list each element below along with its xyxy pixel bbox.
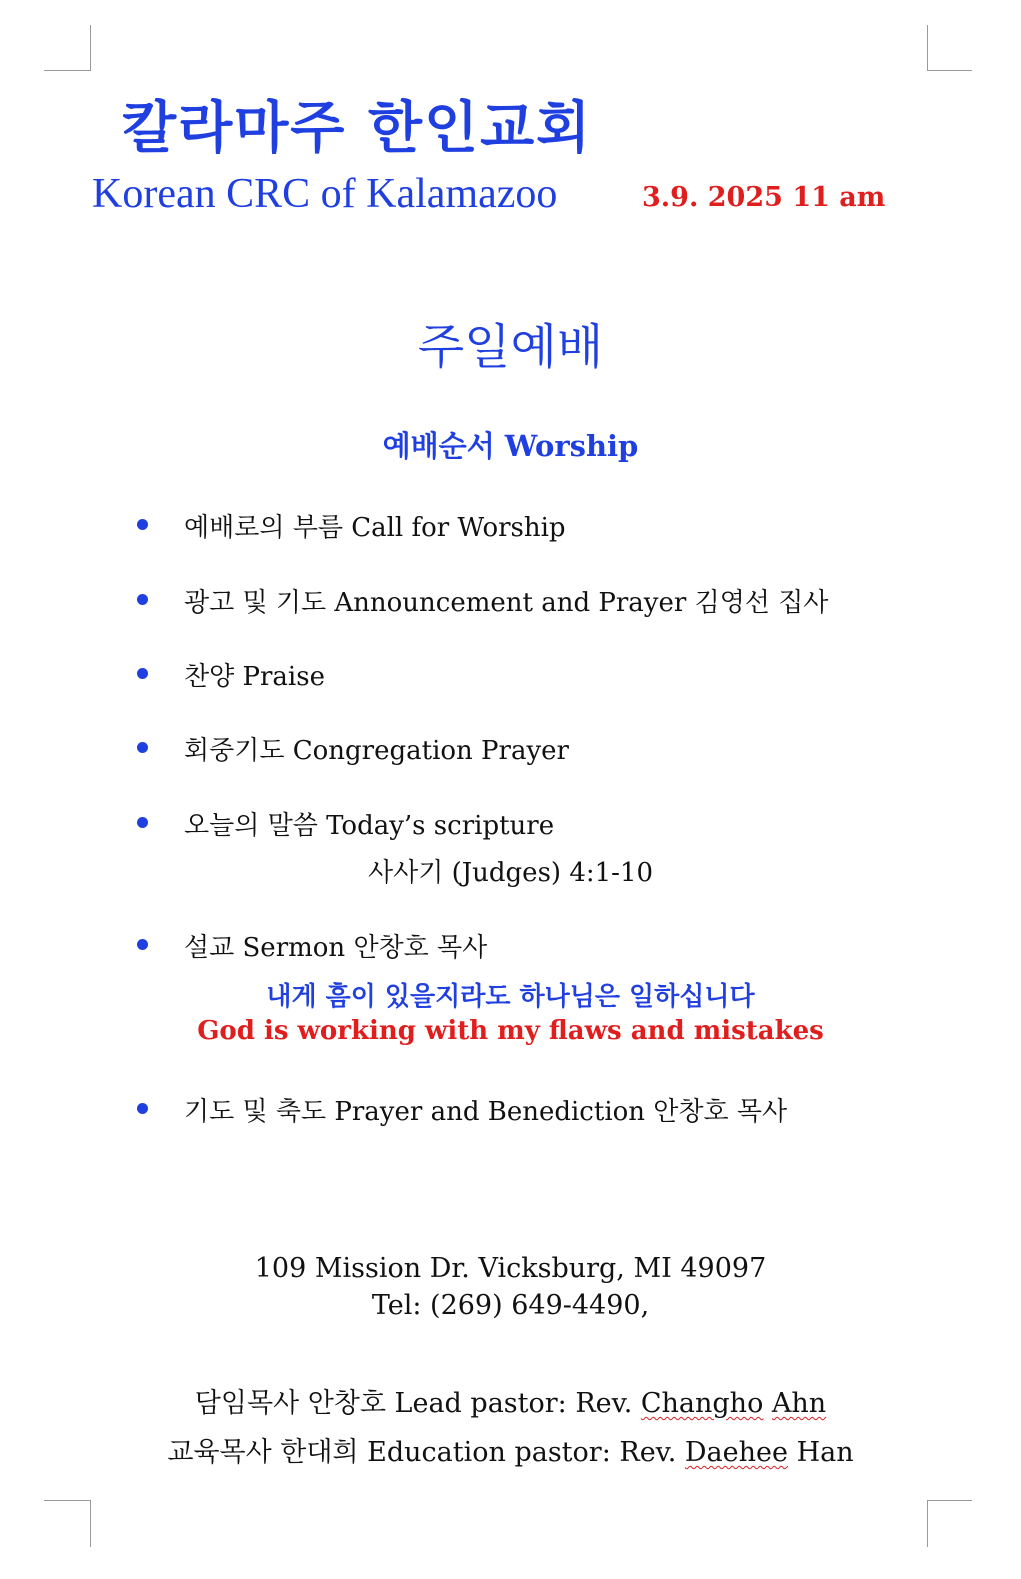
church-name-korean: 칼라마주 한인교회 bbox=[122, 96, 593, 161]
lead-pastor-first-name: Changho bbox=[640, 1388, 764, 1419]
list-item-sermon: 설교 Sermon 안창호 목사 bbox=[184, 933, 488, 963]
bullet-icon bbox=[137, 817, 148, 828]
church-phone: Tel: (269) 649-4490, bbox=[371, 1290, 650, 1321]
list-item-call-for-worship: 예배로의 부름 Call for Worship bbox=[184, 513, 566, 543]
order-heading: 예배순서 Worship bbox=[382, 429, 639, 463]
list-item-congregation-prayer: 회중기도 Congregation Prayer bbox=[184, 736, 569, 766]
sermon-title-korean: 내게 흠이 있을지라도 하나님은 일하십니다 bbox=[266, 982, 755, 1012]
list-item-announcement-prayer: 광고 및 기도 Announcement and Prayer 김영선 집사 bbox=[184, 588, 829, 618]
service-datetime: 3.9. 2025 11 am bbox=[642, 182, 886, 213]
church-address: 109 Mission Dr. Vicksburg, MI 49097 bbox=[254, 1253, 767, 1284]
crop-mark-bottom-right bbox=[927, 1500, 972, 1547]
list-item-praise: 찬양 Praise bbox=[184, 662, 325, 692]
bullet-icon bbox=[137, 668, 148, 679]
sermon-title-english: God is working with my flaws and mistakes bbox=[197, 1016, 824, 1046]
bullet-icon bbox=[137, 1103, 148, 1114]
bullet-icon bbox=[137, 742, 148, 753]
bullet-icon bbox=[137, 594, 148, 605]
list-item-benediction: 기도 및 축도 Prayer and Benediction 안창호 목사 bbox=[184, 1097, 788, 1127]
lead-pastor-last-name: Ahn bbox=[771, 1388, 827, 1419]
bullet-icon bbox=[137, 519, 148, 530]
crop-mark-top-left bbox=[44, 25, 91, 71]
bullet-icon bbox=[137, 939, 148, 950]
crop-mark-top-right bbox=[927, 25, 972, 71]
list-item-scripture: 오늘의 말씀 Today’s scripture bbox=[184, 811, 555, 841]
church-name-english: Korean CRC of Kalamazoo bbox=[92, 171, 558, 217]
service-title: 주일예배 bbox=[417, 319, 604, 375]
scripture-reference: 사사기 (Judges) 4:1-10 bbox=[367, 858, 654, 888]
lead-pastor-line bbox=[0, 1381, 1021, 1420]
education-pastor-last-name: Han bbox=[787, 1437, 854, 1468]
crop-mark-bottom-left bbox=[44, 1500, 91, 1547]
education-pastor-prefix: 교육목사 한대희 Education pastor: Rev. bbox=[167, 1437, 685, 1468]
education-pastor-line bbox=[0, 1430, 1021, 1469]
lead-pastor-prefix: 담임목사 안창호 Lead pastor: Rev. bbox=[194, 1388, 641, 1419]
education-pastor-first-name: Daehee bbox=[684, 1437, 788, 1468]
lead-pastor-space bbox=[763, 1388, 772, 1419]
